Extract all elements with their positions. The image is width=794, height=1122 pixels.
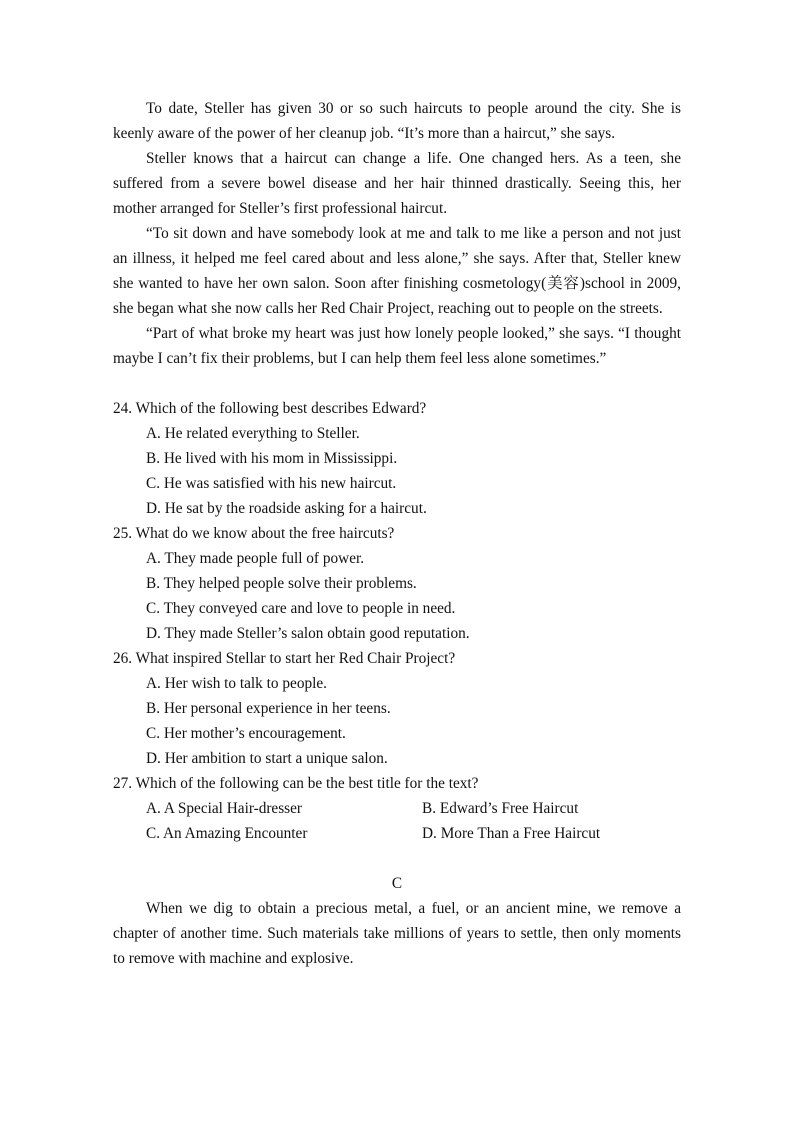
spacer	[113, 371, 681, 396]
option-a: A. Her wish to talk to people.	[146, 675, 327, 692]
option-d: D. Her ambition to start a unique salon.	[146, 750, 388, 767]
option-a: A. A Special Hair-dresser	[146, 800, 303, 817]
option-c: C. Her mother’s encouragement.	[146, 725, 346, 742]
passage-b	[113, 96, 681, 371]
paragraph: “To sit down and have somebody look at me and talk to me like a person and not just an illness, it helped me feel cared about and less alone,” she says. After that, Steller knew she wanted to have her own salon. Soon after finishing cosmetology(美容)school in 2009, she began what she now calls her Red Chair Project, reaching out to people on the streets.	[113, 225, 681, 317]
question-27	[113, 771, 681, 846]
option-b: B. He lived with his mom in Mississippi.	[146, 450, 398, 467]
option-c: C. An Amazing Encounter	[146, 825, 308, 842]
paragraph: Steller knows that a haircut can change a life. One changed hers. As a teen, she suffered from a severe bowel disease and her hair thinned drastically. Seeing this, her mother arranged for Steller’s first professional haircut.	[113, 150, 681, 217]
question-stem: 24. Which of the following best describes Edward?	[113, 400, 427, 417]
option-d: D. They made Steller’s salon obtain good reputation.	[146, 625, 470, 642]
paragraph: When we dig to obtain a precious metal, a fuel, or an ancient mine, we remove a chapter of another time. Such materials take millions of years to settle, then only moments to remove with machine and explosive.	[113, 900, 681, 967]
section-heading: C	[391, 875, 403, 892]
option-b: B. Edward’s Free Haircut	[422, 800, 579, 817]
question-stem: 26. What inspired Stellar to start her Red Chair Project?	[113, 650, 456, 667]
paragraph: To date, Steller has given 30 or so such haircuts to people around the city. She is keenly aware of the power of her cleanup job. “It’s more than a haircut,” she says.	[113, 100, 681, 142]
question-25	[113, 521, 681, 646]
question-stem: 25. What do we know about the free haircuts?	[113, 525, 395, 542]
option-c: C. They conveyed care and love to people in need.	[146, 600, 456, 617]
option-c: C. He was satisfied with his new haircut.	[146, 475, 397, 492]
option-a: A. He related everything to Steller.	[146, 425, 360, 442]
option-b: B. They helped people solve their problems.	[146, 575, 417, 592]
option-grid	[146, 796, 681, 846]
question-26	[113, 646, 681, 771]
option-b: B. Her personal experience in her teens.	[146, 700, 391, 717]
spacer	[113, 846, 681, 871]
passage-c	[113, 871, 681, 971]
question-stem: 27. Which of the following can be the best title for the text?	[113, 775, 479, 792]
option-d: D. He sat by the roadside asking for a haircut.	[146, 500, 427, 517]
option-d: D. More Than a Free Haircut	[422, 825, 601, 842]
questions	[113, 396, 681, 846]
option-a: A. They made people full of power.	[146, 550, 365, 567]
paragraph: “Part of what broke my heart was just how lonely people looked,” she says. “I thought maybe I can’t fix their problems, but I can help them feel less alone sometimes.”	[113, 325, 681, 367]
question-24	[113, 396, 681, 521]
document-page	[113, 96, 681, 971]
